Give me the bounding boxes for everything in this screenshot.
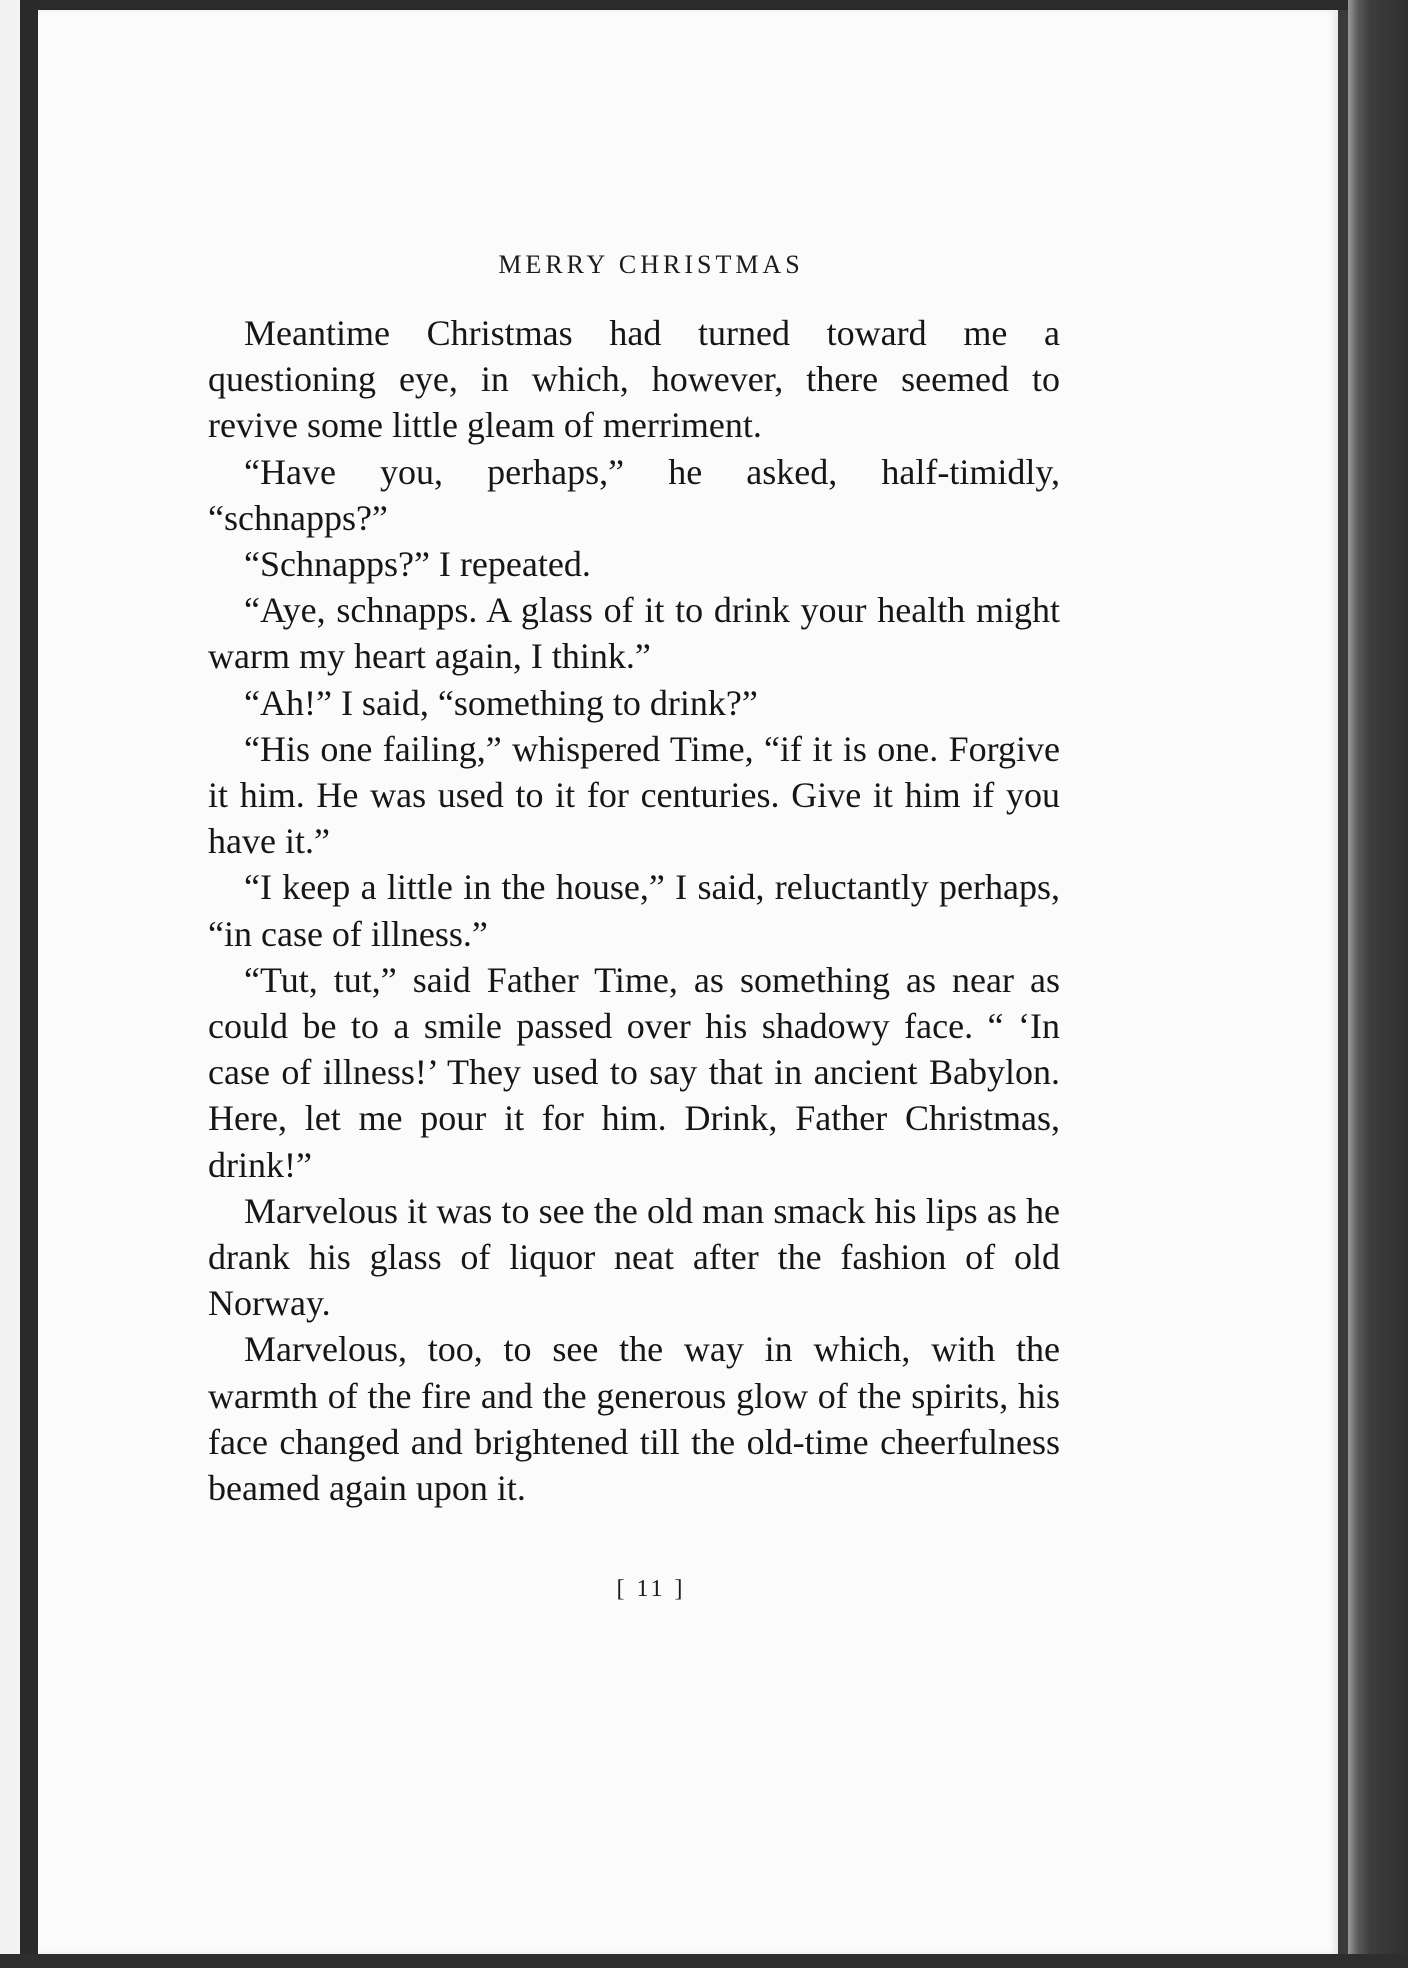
paragraph: Marvelous, too, to see the way in which, with the warmth of the fire and the generous glow of the spirits, his face changed and brightened till the old-time cheerfulness beamed again upon it.: [208, 1329, 1060, 1509]
book-bottom-edge: [0, 1954, 1408, 1968]
book-page: [38, 10, 1338, 1954]
paragraph: “Have you, perhaps,” he asked, half-timidly, “schnapps?”: [208, 451, 1060, 538]
book-cover-edge: [1348, 0, 1408, 1968]
book-top-edge: [0, 0, 1408, 10]
running-head: MERRY CHRISTMAS: [498, 250, 804, 279]
paragraph: “I keep a little in the house,” I said, reluctantly perhaps, “in case of illness.”: [208, 867, 1060, 954]
paragraph: “His one failing,” whispered Time, “if it is one. Forgive it him. He was used to it for centuries. Give it him if you have it.”: [208, 728, 1060, 862]
paragraph: Marvelous it was to see the old man smack his lips as he drank his glass of liquor neat after the fashion of old Norway.: [208, 1190, 1060, 1324]
facing-page-edge: [0, 0, 38, 1968]
paragraph: “Ah!” I said, “something to drink?”: [244, 682, 758, 723]
body-text: [208, 310, 1060, 1511]
paragraph: Meantime Christmas had turned toward me a questioning eye, in which, however, there seemed to revive some little gleam of merriment.: [208, 313, 1060, 446]
paragraph: “Aye, schnapps. A glass of it to drink your health might warm my heart again, I think.”: [208, 590, 1060, 677]
paragraph: “Schnapps?” I repeated.: [244, 544, 591, 585]
paragraph: “Tut, tut,” said Father Time, as something as near as could be to a smile passed over his shadowy face. “ ‘In case of illness!’ They used to say that in ancient Babylon. Here, let me pour it for him. Drink, Father Christmas, drink!”: [208, 959, 1060, 1185]
page-number: [ 11 ]: [616, 1576, 686, 1602]
